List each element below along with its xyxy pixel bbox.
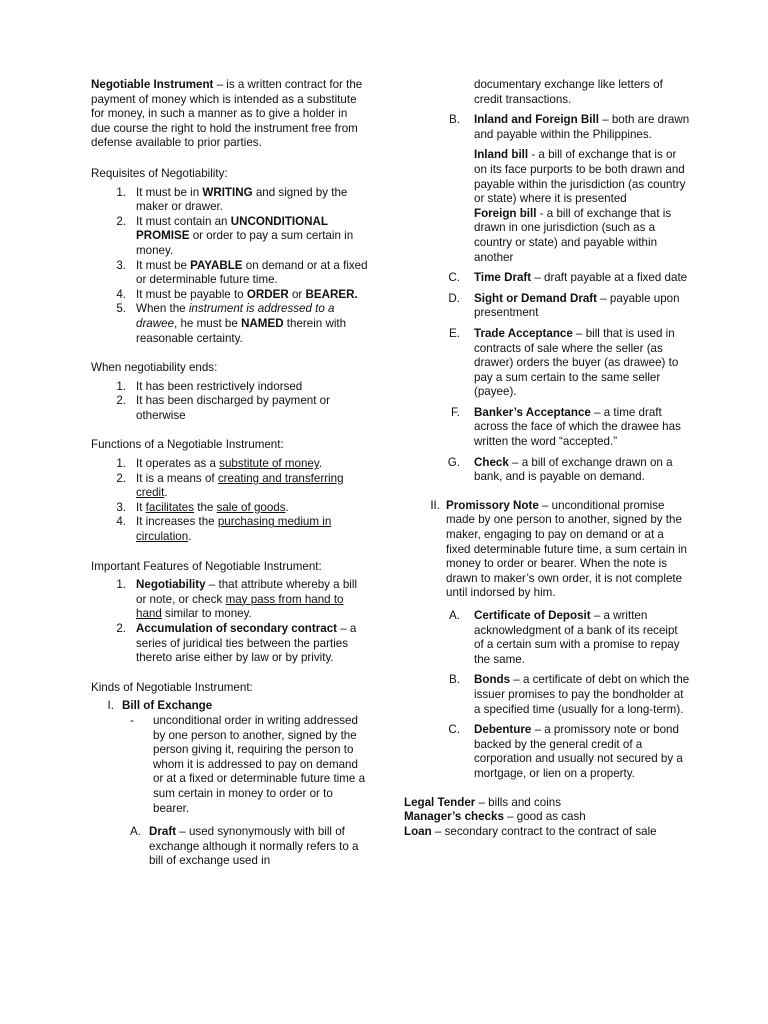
item-number: 1.	[116, 379, 126, 393]
inland-bill: Inland bill - a bill of exchange that is or on its face purports to be both drawn and payable within the jurisdiction (as country or state) where it is presented	[474, 148, 686, 206]
list-item: C. Debenture – a promissory note or bond backed by the general credit of a corporation and usually not secured by a mortgage, or lien on a property.	[404, 723, 690, 781]
glossary-item: Loan – secondary contract to the contract of sale	[404, 824, 657, 838]
list-item: 4. It must be payable to ORDER or BEARER.	[91, 288, 369, 303]
item-number: D.	[448, 291, 460, 305]
features-heading: Important Features of Negotiable Instrument:	[91, 559, 322, 573]
item-number: 2.	[116, 394, 126, 408]
list-item: F. Banker’s Acceptance – a time draft across the face of which the drawee has written the word “accepted.”	[404, 406, 690, 450]
item-number: B.	[449, 673, 460, 687]
list-item: A. Certificate of Deposit – a written acknowledgment of a bank of its receipt of a certain sum with a promise to repay the same.	[404, 609, 690, 667]
item-number: A.	[130, 825, 141, 839]
list-item: 3. It must be PAYABLE on demand or at a fixed or determinable future time.	[91, 259, 369, 288]
item-number: 1.	[116, 185, 126, 199]
item-number: F.	[450, 405, 460, 419]
item-number: 2.	[116, 214, 126, 228]
item-number: 3.	[116, 500, 126, 514]
list-item: D. Sight or Demand Draft – payable upon presentment	[404, 292, 690, 321]
kinds-section	[91, 681, 369, 869]
requisites-heading: Requisites of Negotiability:	[91, 166, 228, 180]
right-column	[404, 78, 690, 839]
list-item: 1. It has been restrictively indorsed	[91, 380, 369, 395]
glossary	[404, 796, 690, 840]
list-item: 3. It facilitates the sale of goods.	[91, 501, 369, 516]
list-item: 2. Accumulation of secondary contract – a series of juridical ties between the parties thereto arise either by law or by privity.	[91, 622, 369, 666]
list-item: 2. It must contain an UNCONDITIONAL PROMISE or order to pay a sum certain in money.	[91, 215, 369, 259]
definition-term: Negotiable Instrument	[91, 78, 214, 91]
list-item: C. Time Draft – draft payable at a fixed date	[404, 271, 690, 286]
ends-section	[91, 361, 369, 423]
item-number: 5.	[116, 302, 126, 316]
item-number: C.	[448, 723, 460, 737]
glossary-item: Manager’s checks – good as cash	[404, 810, 586, 824]
kinds-heading: Kinds of Negotiable Instrument:	[91, 680, 253, 694]
list-item: G. Check – a bill of exchange drawn on a bank, and is payable on demand.	[404, 456, 690, 485]
item-number: 1.	[116, 578, 126, 592]
item-number: E.	[449, 326, 460, 340]
item-number: 2.	[116, 622, 126, 635]
left-column	[91, 78, 369, 869]
foreign-bill: Foreign bill - a bill of exchange that is drawn in one jurisdiction (such as a country or state) and payable within another	[474, 206, 672, 264]
requisites-section	[91, 167, 369, 346]
list-item: B. Bonds – a certificate of debt on which the issuer promises to pay the bondholder at a specified time (usually for a long-term).	[404, 673, 690, 717]
item-number: II.	[430, 498, 440, 512]
bill-of-exchange-heading: I. Bill of Exchange	[91, 699, 369, 714]
item-number: C.	[448, 271, 460, 285]
list-item: 1. It operates as a substitute of money.	[91, 457, 369, 472]
list-item: B. Inland and Foreign Bill – both are drawn and payable within the Philippines.	[404, 113, 690, 142]
list-item: 4. It increases the purchasing medium in circulation.	[91, 515, 369, 544]
item-number: G.	[447, 455, 460, 469]
functions-section	[91, 438, 369, 544]
features-section	[91, 560, 369, 666]
list-item: 2. It is a means of creating and transferring credit.	[91, 472, 369, 501]
list-item: 1. Negotiability – that attribute whereby a bill or note, or check may pass from hand to hand similar to money.	[91, 578, 369, 622]
definition-text: – is a written contract for the payment of money which is intended as a substitute for money, in such a manner as to give a holder in due course the right to hold the instrument free from defense available to prior parties.	[91, 78, 363, 150]
item-number: 4.	[116, 287, 126, 301]
item-number: 2.	[116, 471, 126, 485]
list-item: 5. When the instrument is addressed to a drawee, he must be NAMED therein with reasonable certainty.	[91, 302, 369, 346]
item-number: 3.	[116, 258, 126, 272]
item-number: 1.	[116, 457, 126, 471]
definition-paragraph	[91, 78, 369, 151]
functions-heading: Functions of a Negotiable Instrument:	[91, 438, 284, 452]
draft-item: A. Draft – used synonymously with bill of exchange although it normally refers to a bill of exchange used in	[91, 825, 369, 869]
ends-heading: When negotiability ends:	[91, 361, 218, 375]
list-item: E. Trade Acceptance – bill that is used in contracts of sale where the seller (as drawer) orders the buyer (as drawee) to pay a sum certain to the same seller (payee).	[404, 327, 690, 400]
item-number: 4.	[116, 515, 126, 529]
glossary-item: Legal Tender – bills and coins	[404, 795, 562, 809]
list-item: 1. It must be in WRITING and signed by the maker or drawer.	[91, 186, 369, 215]
list-item: 2. It has been discharged by payment or otherwise	[91, 394, 369, 423]
promissory-note: II. Promissory Note – unconditional promise made by one person to another, signed by the maker, engaging to pay on demand or at a fixed determinable future time, a sum certain in money to order or bearer. When the note is drawn to maker’s own order, it is not complete until indorsed by him.	[404, 499, 690, 601]
bill-definition: - unconditional order in writing addressed by one person to another, signed by the person giving it, requiring the person to whom it is addressed to pay on demand or at a fixed or determinable future time a sum certain in money to order or to bearer.	[130, 713, 366, 815]
item-number: A.	[449, 609, 460, 622]
item-number: I.	[107, 699, 114, 713]
item-number: B.	[449, 113, 460, 127]
draft-continuation: documentary exchange like letters of credit transactions.	[474, 78, 663, 106]
